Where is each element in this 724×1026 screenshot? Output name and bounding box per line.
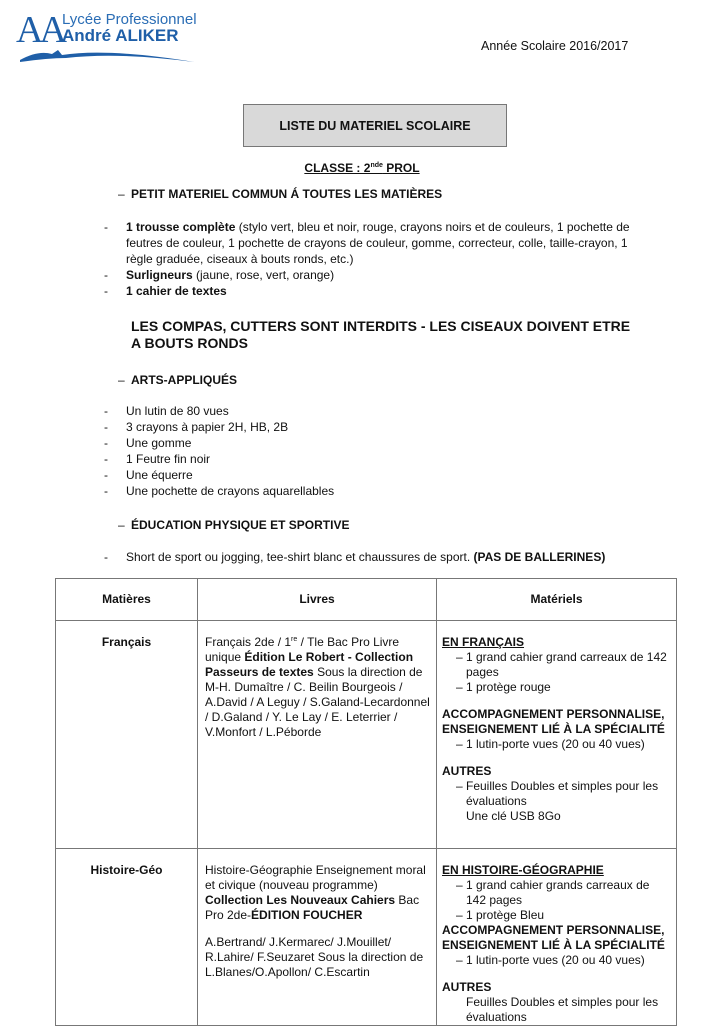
- list-item: - Surligneurs (jaune, rose, vert, orange): [104, 268, 335, 282]
- arts-list: [104, 403, 644, 499]
- subject-cell: Français: [56, 621, 198, 849]
- header-matieres: Matières: [56, 579, 198, 621]
- table-header-row: [56, 579, 677, 621]
- list-item: - 1 trousse complète (stylo vert, bleu et noir, rouge, crayons noirs et de couleurs, 1 pochette de feutres de couleur, 1 pochette de crayons de couleur, gomme, correcteur, colle, taille-crayon, 1 règle graduée, ciseaux à bouts ronds, etc.): [104, 220, 630, 266]
- class-label: CLASSE : 2nde PROL: [304, 161, 420, 175]
- school-year: Année Scolaire 2016/2017: [481, 39, 629, 53]
- logo-wave-icon: [18, 48, 198, 64]
- logo-line2: André ALIKER: [62, 26, 179, 45]
- subjects-table: [55, 578, 677, 1026]
- eps-list: [104, 549, 704, 565]
- materials-cell: EN HISTOIRE-GÉOGRAPHIE – 1 grand cahier grands carreaux de 142 pages – 1 protège Bleu ACCOMPAGNEMENT PERSONNALISE, ENSEIGNEMENT LIÉ À LA SPÉCIALITÉ – 1 lutin-porte vues (20 ou 40 vues) AUTRES Feuilles Doubles et simples pour les évaluations: [437, 849, 677, 1026]
- table-row: [56, 849, 677, 1026]
- section-eps-heading: – ÉDUCATION PHYSIQUE ET SPORTIVE: [118, 518, 350, 532]
- list-item: - 1 Feutre fin noir: [104, 452, 211, 466]
- list-item: - Une pochette de crayons aquarellables: [104, 484, 335, 498]
- warning-text: LES COMPAS, CUTTERS SONT INTERDITS - LES CISEAUX DOIVENT ETRE A BOUTS RONDS: [131, 318, 631, 351]
- table-row: [56, 621, 677, 849]
- section-arts-heading: – ARTS-APPLIQUÉS: [118, 373, 238, 387]
- logo-line1: Lycée Professionnel: [62, 11, 197, 28]
- page-title: LISTE DU MATERIEL SCOLAIRE: [243, 104, 507, 147]
- list-item: - Une équerre: [104, 468, 193, 482]
- subject-cell: Histoire-Géo: [56, 849, 198, 1026]
- books-cell: Histoire-Géographie Enseignement moral et civique (nouveau programme) Collection Les Nouveaux Cahiers Bac Pro 2de-ÉDITION FOUCHER A.Bertrand/ J.Kermarec/ J.Mouillet/ R.Lahire/ F.Seuzaret Sous la direction de L.Blanes/O.Apollon/ C.Escartin: [198, 849, 437, 1026]
- list-item: - 1 cahier de textes: [104, 284, 227, 298]
- header-materiels: Matériels: [437, 579, 677, 621]
- common-list: [104, 219, 644, 299]
- list-item: - Une gomme: [104, 436, 192, 450]
- section-common-heading: – PETIT MATERIEL COMMUN Á TOUTES LES MATIÈRES: [118, 187, 443, 201]
- list-item: - Short de sport ou jogging, tee-shirt blanc et chaussures de sport. (PAS DE BALLERINES): [104, 550, 606, 564]
- materials-cell: EN FRANÇAIS – 1 grand cahier grand carreaux de 142 pages – 1 protège rouge ACCOMPAGNEMENT PERSONNALISE, ENSEIGNEMENT LIÉ À LA SPÉCIALITÉ – 1 lutin-porte vues (20 ou 40 vues) AUTRES – Feuilles Doubles et simples pour les évaluations Une clé USB 8Go: [437, 621, 677, 849]
- books-cell: Français 2de / 1re / Tle Bac Pro Livre unique Édition Le Robert - Collection Passeurs de textes Sous la direction de M-H. Dumaître / C. Beilin Bourgeois / A.David / A Leguy / S.Galand-Lecardonnel / D.Galand / Y. Le Lay / E. Leterrier / V.Monfort / L.Péborde: [198, 621, 437, 849]
- list-item: - 3 crayons à papier 2H, HB, 2B: [104, 420, 289, 434]
- header-livres: Livres: [198, 579, 437, 621]
- school-logo: AA Lycée Professionnel André ALIKER: [14, 10, 204, 62]
- list-item: - Un lutin de 80 vues: [104, 404, 229, 418]
